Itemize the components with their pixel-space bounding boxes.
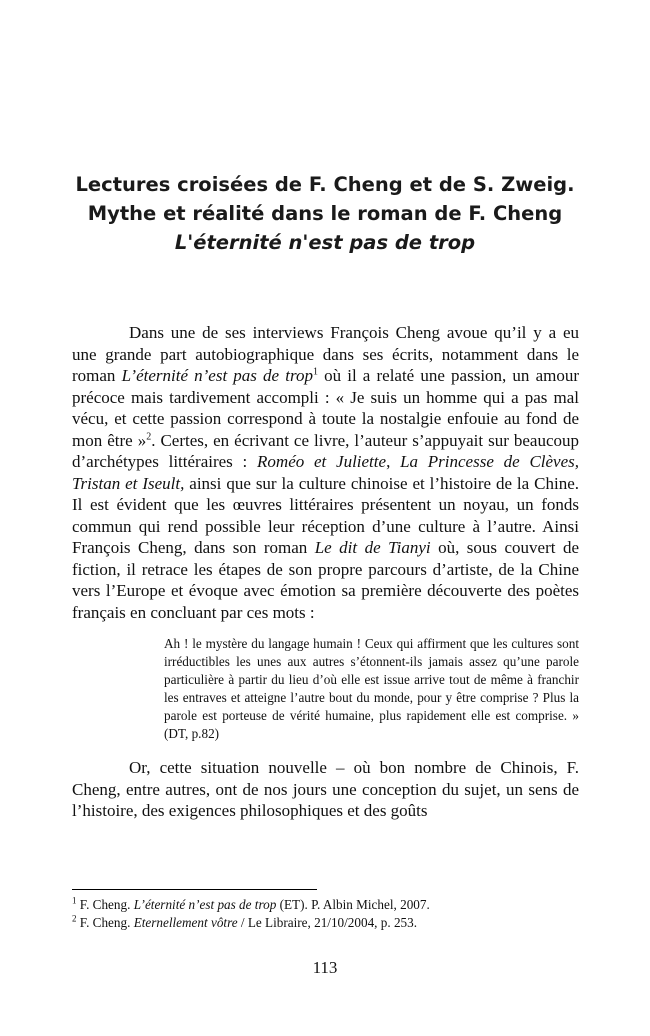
book-title-eternite: L’éternité n’est pas de trop [121,366,313,385]
title-line-2: Mythe et réalité dans le roman de F. Cheng [87,202,563,225]
work-romeo: Roméo et Juliette [257,452,387,471]
book-title-tianyi: Le dit de Tianyi [314,538,431,557]
paragraph-2: Or, cette situation nouvelle – où bon nombre de Chinois, F. Cheng, entre autres, ont de nos jours une conception du sujet, un sens de l’histoire, des exigences philosophiques et des goûts [72,758,579,820]
page-number: 113 [312,958,338,977]
footnote-ref-1: 1 [312,366,318,378]
title-line-1: Lectures croisées de F. Cheng et de S. Zweig. [75,173,575,196]
footnote-1: $^1$ F. Cheng. L’éternité n’est pas de trop (ET). P. Albin Michel, 2007. [72,895,430,912]
chapter-title [60,170,590,257]
title-line-3: L'éternité n'est pas de trop [174,231,476,254]
block-quote: Ah ! le mystère du langage humain ! Ceux qui affirment que les cultures sont irréductibles les unes aux autres s’étonnent-ils jamais assez qu’une parole particulière à partir du lieu d’où elle est issue arrive tout de même à franchir les entraves et atteigne l’autre bout du monde, pour y être comprise ? Plus la parole est porteuse de vérité humaine, plus rapidement elle est comprise. » (DT, p.82) [164,636,579,741]
body-text [72,322,579,822]
paragraph-1: Dans une de ses interviews François Cheng avoue qu’il y a eu une grande part autobiographique dans ses écrits, notamment dans le roman L’éternité n’est pas de trop$^1$ où il a relaté une passion, un amour précoce mais tardivement accompli : « Je suis un homme qui a pas mal vécu, et cette passion correspond à toute la nostalgie enfouie au fond de mon être »$^2$. Certes, en écrivant ce livre, l’auteur s’appuyait sur beaucoup d’archétypes littéraires : Roméo et Juliette, La Princesse de Clèves, Tristan et Iseult, ainsi que sur la culture chinoise et l’histoire de la Chine. Il est évident que les œuvres littéraires présentent un noyau, un fonds commun qui rend possible leur réception d’une culture à l’autre. Ainsi François Cheng, dans son roman Le dit de Tianyi où, sous couvert de fiction, il retrace les étapes de son propre parcours d’artiste, de la Chine vers l’Europe et évoque avec émotion sa première découverte des poètes français en concluant par ces mots : [72,323,580,622]
footnote-rule [72,889,317,890]
footnote-ref-2: 2 [146,430,152,442]
footnotes [72,896,579,932]
footnote-2: $^2$ F. Cheng. Eternellement vôtre / Le Libraire, 21/10/2004, p. 253. [72,913,418,930]
work-princesse: La Princesse de Clèves, Tristan et Iseult, [72,452,580,493]
